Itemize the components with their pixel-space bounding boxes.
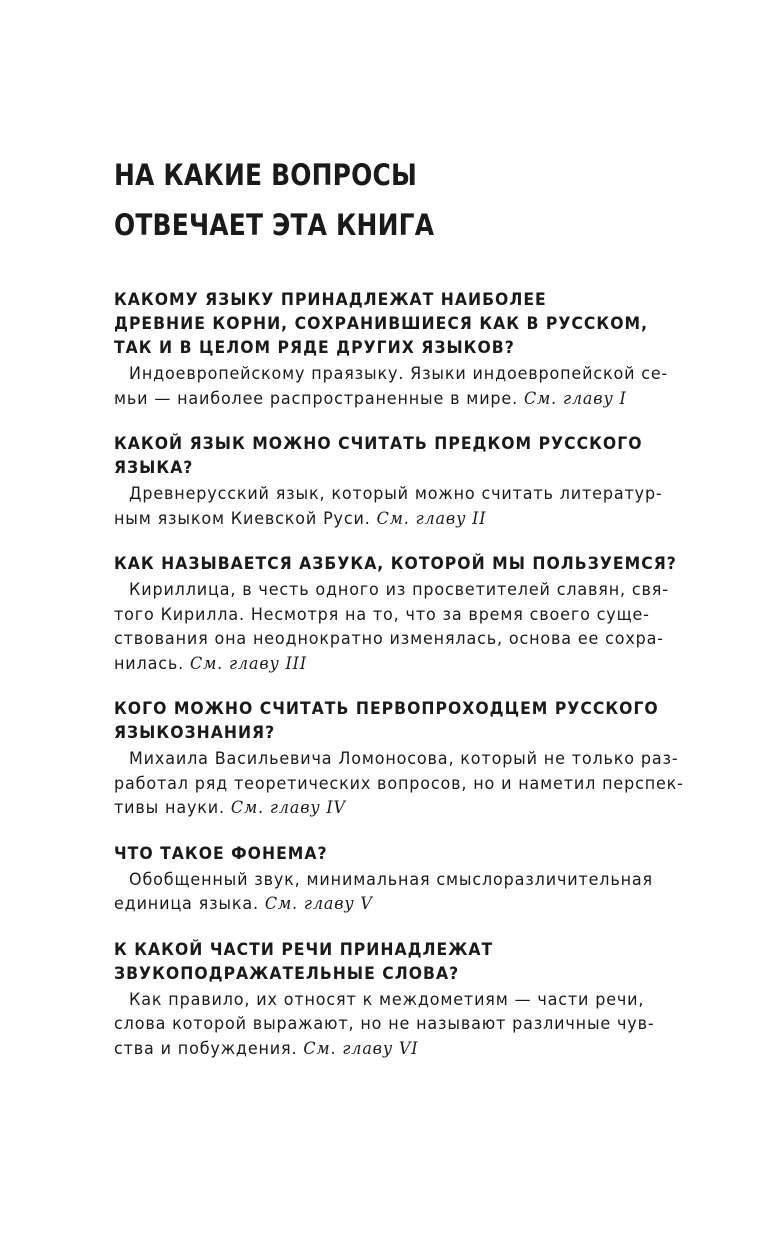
answer-line-text: Кириллица, в честь одного из просветителей славян, свя- [129, 580, 669, 600]
qa-item [114, 697, 698, 821]
answer-line [114, 507, 663, 532]
question-heading [114, 938, 651, 986]
qa-item [114, 288, 698, 411]
answer-line-text: ства и побуждения. [114, 1038, 298, 1059]
answer-line-text: ствования она неоднократно изменялась, основа ее сохра- [114, 629, 664, 649]
answer-line-text: Обобщенный звук, минимальная смыслоразличительная [129, 869, 654, 890]
answer-line [114, 652, 663, 677]
answer-line-text: мьи — наиболее распространенные в мире. [114, 388, 519, 409]
answer-line [114, 603, 663, 628]
question-heading [114, 842, 651, 866]
qa-item [114, 842, 698, 917]
answer-line [114, 387, 663, 412]
answer-text [114, 988, 663, 1062]
answer-line [114, 796, 663, 821]
answer-line-text: Как правило, их относят к междометиям — части речи, [129, 989, 645, 1010]
chapter-reference: См. главу I [523, 388, 627, 409]
question-heading [114, 288, 651, 360]
answer-text [114, 747, 684, 821]
chapter-reference: См. главу VI [303, 1038, 419, 1059]
question-heading [114, 697, 659, 745]
chapter-reference: См. главу III [189, 653, 307, 674]
question-line: КАКОЙ ЯЗЫК МОЖНО СЧИТАТЬ ПРЕДКОМ РУССКОГО [114, 434, 643, 454]
question-line: ЯЗЫКА? [114, 458, 194, 478]
answer-line-text: работал ряд теоретических вопросов, но и наметил перспек- [114, 773, 684, 794]
answer-line [114, 1012, 663, 1037]
question-line: КАКОМУ ЯЗЫКУ ПРИНАДЛЕЖАТ НАИБОЛЕЕ [114, 290, 547, 310]
page-title [114, 150, 616, 250]
answer-line [114, 988, 663, 1013]
chapter-reference: См. главу IV [230, 798, 346, 818]
question-line: КОГО МОЖНО СЧИТАТЬ ПЕРВОПРОХОДЦЕМ РУССКОГО [114, 699, 659, 719]
qa-item [114, 938, 698, 1062]
question-line: ЯЗЫКОЗНАНИЯ? [114, 723, 276, 743]
answer-line [114, 747, 679, 772]
answer-line-text: Древнерусский язык, который можно считать литератур- [129, 484, 663, 504]
answer-line [114, 482, 663, 507]
answer-line-text: единица языка. [114, 894, 259, 914]
answer-line-text: нилась. [114, 653, 185, 674]
question-line: КАК НАЗЫВАЕТСЯ АЗБУКА, КОТОРОЙ МЫ ПОЛЬЗУЕМСЯ? [114, 554, 677, 574]
chapter-reference: См. главу V [264, 894, 373, 914]
answer-line-text: того Кирилла. Несмотря на то, что за время своего суще- [114, 604, 650, 625]
answer-line [114, 627, 663, 652]
chapter-reference: См. главу II [376, 508, 487, 529]
answer-line [114, 362, 669, 387]
question-line: ЗВУКОПОДРАЖАТЕЛЬНЫЕ СЛОВА? [114, 963, 460, 984]
answer-line [114, 772, 684, 797]
question-heading [114, 432, 651, 480]
answer-line-text: слова которой выражают, но не называют различные чув- [114, 1014, 655, 1034]
answer-text [114, 578, 669, 676]
question-line: ЧТО ТАКОЕ ФОНЕМА? [114, 843, 328, 864]
qa-item [114, 432, 698, 531]
answer-text [114, 482, 663, 531]
title-line: НА КАКИЕ ВОПРОСЫ [114, 158, 417, 192]
answer-line [114, 868, 663, 893]
answer-text [114, 362, 669, 411]
answer-line-text: тивы науки. [114, 798, 225, 818]
answer-line-text: ным языком Киевской Руси. [114, 508, 371, 529]
answer-line-text: Михаила Васильевича Ломоносова, который не только раз- [129, 749, 679, 769]
answer-line [114, 892, 663, 917]
answer-line [114, 1037, 663, 1062]
question-line: ТАК И В ЦЕЛОМ РЯДЕ ДРУГИХ ЯЗЫКОВ? [114, 338, 515, 358]
question-line: ДРЕВНИЕ КОРНИ, СОХРАНИВШИЕСЯ КАК В РУССКОМ, [114, 314, 649, 334]
answer-text [114, 868, 663, 917]
title-line: ОТВЕЧАЕТ ЭТА КНИГА [114, 208, 435, 242]
book-page [114, 150, 698, 1082]
question-line: К КАКОЙ ЧАСТИ РЕЧИ ПРИНАДЛЕЖАТ [114, 939, 494, 960]
qa-item [114, 552, 698, 676]
answer-line [114, 578, 669, 603]
question-heading [114, 552, 677, 576]
answer-line-text: Индоевропейскому праязыку. Языки индоевропейской се- [129, 364, 669, 384]
qa-list [114, 288, 698, 1061]
